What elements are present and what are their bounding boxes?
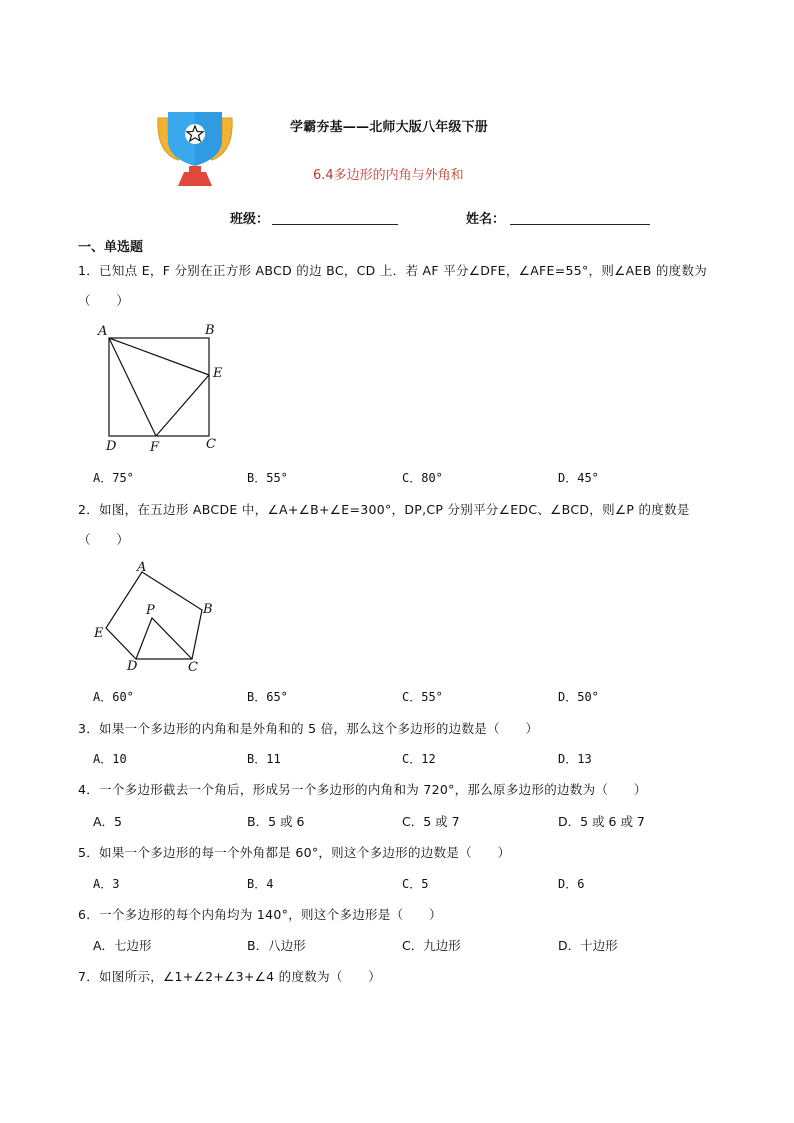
q1-option-a[interactable]: A．75° [93,471,134,485]
question-2-paren: （ ） [78,532,130,547]
q4-option-c[interactable]: C．5 或 7 [402,814,460,829]
q2-option-c[interactable]: C．55° [402,690,443,704]
q5-option-d[interactable]: D．6 [558,877,585,891]
fig2-label-c: C [188,660,198,675]
q5-option-a[interactable]: A．3 [93,877,120,891]
class-field[interactable] [272,224,398,225]
q3-option-b[interactable]: B．11 [247,752,281,766]
fig1-label-c: C [206,437,216,452]
q1-option-b[interactable]: B．55° [247,471,288,485]
q6-option-b[interactable]: B．八边形 [247,938,306,953]
class-label: 班级： [230,212,270,227]
question-5-stem: 5．如果一个多边形的每一个外角都是 60°，则这个多边形的边数是（ ） [78,845,511,860]
section-title: 一、单选题 [78,240,144,255]
page-title: 学霸夯基——北师大版八年级下册 [290,120,489,135]
fig1-label-b: B [205,323,215,338]
q4-option-a[interactable]: A．5 [93,814,123,829]
fig1-label-e: E [213,366,223,381]
question-2-stem: 2．如图，在五边形 ABCDE 中，∠A+∠B+∠E=300°，DP,CP 分别平分∠EDC、∠BCD，则∠P 的度数是 [78,502,690,517]
fig2-label-a: A [137,560,147,575]
question-2-figure [90,556,220,676]
q3-option-a[interactable]: A．10 [93,752,127,766]
fig2-label-d: D [127,659,138,674]
question-4-stem: 4．一个多边形截去一个角后，形成另一个多边形的内角和为 720°，那么原多边形的边数为（ ） [78,782,647,797]
question-1-paren: （ ） [78,293,130,308]
q5-option-c[interactable]: C．5 [402,877,429,891]
q1-option-c[interactable]: C．80° [402,471,443,485]
q3-option-d[interactable]: D．13 [558,752,592,766]
name-label: 姓名： [466,212,506,227]
q3-option-c[interactable]: C．12 [402,752,436,766]
q4-option-b[interactable]: B．5 或 6 [247,814,305,829]
q6-option-c[interactable]: C．九边形 [402,938,461,953]
q2-option-d[interactable]: D．50° [558,690,599,704]
question-6-stem: 6．一个多边形的每个内角均为 140°，则这个多边形是（ ） [78,907,442,922]
fig2-label-p: P [146,603,155,618]
q5-option-b[interactable]: B．4 [247,877,274,891]
question-1-stem: 1．已知点 E，F 分别在正方形 ABCD 的边 BC，CD 上．若 AF 平分∠DFE，∠AFE=55°，则∠AEB 的度数为 [78,263,708,278]
page-subtitle: 6.4多边形的内角与外角和 [313,168,464,183]
fig1-label-d: D [106,439,117,454]
question-7-stem: 7．如图所示，∠1+∠2+∠3+∠4 的度数为（ ） [78,969,382,984]
question-1-figure [96,320,236,455]
fig2-label-b: B [203,602,213,617]
q6-option-a[interactable]: A．七边形 [93,938,152,953]
q6-option-d[interactable]: D．十边形 [558,938,618,953]
fig1-label-f: F [150,440,160,455]
q2-option-a[interactable]: A．60° [93,690,134,704]
question-3-stem: 3．如果一个多边形的内角和是外角和的 5 倍，那么这个多边形的边数是（ ） [78,721,539,736]
q1-option-d[interactable]: D．45° [558,471,599,485]
name-field[interactable] [510,224,650,225]
fig1-label-a: A [98,324,108,339]
q4-option-d[interactable]: D．5 或 6 或 7 [558,814,645,829]
fig2-label-e: E [94,626,104,641]
q2-option-b[interactable]: B．65° [247,690,288,704]
trophy-icon [152,110,238,188]
